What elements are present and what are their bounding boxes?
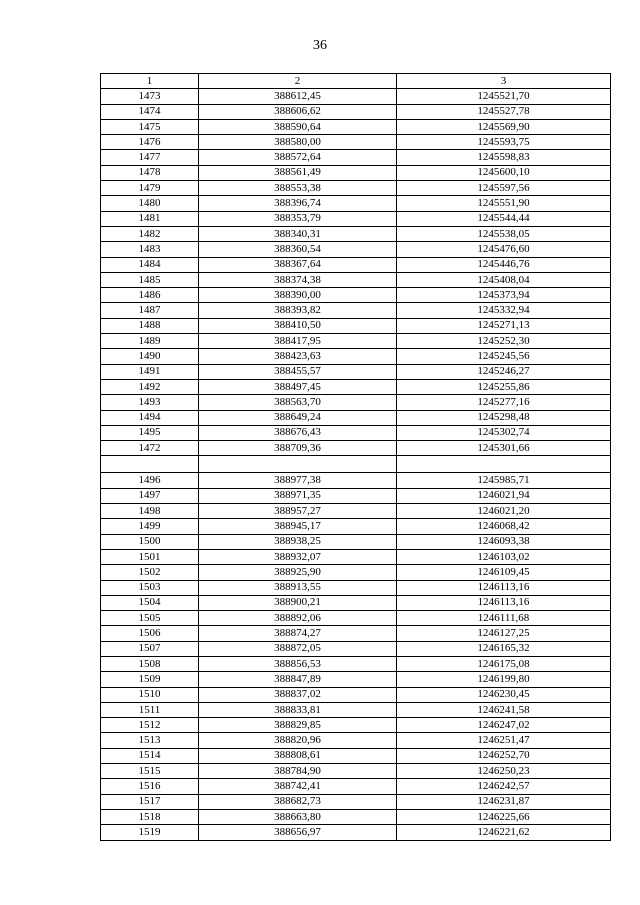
point-number-cell: 1497 [101,488,199,503]
x-coordinate-cell: 388367,64 [199,257,397,272]
table-row [101,181,611,196]
y-coordinate-cell: 1245527,78 [397,104,611,119]
y-coordinate-cell: 1246225,66 [397,809,611,824]
y-coordinate-cell: 1246093,38 [397,534,611,549]
point-number-cell: 1487 [101,303,199,318]
y-coordinate-cell: 1245593,75 [397,135,611,150]
x-coordinate-cell: 388742,41 [199,779,397,794]
point-number-cell: 1478 [101,165,199,180]
table-row [101,425,611,440]
point-number-cell: 1485 [101,272,199,287]
point-number-cell: 1496 [101,473,199,488]
header-col-1: 1 [101,74,199,89]
x-coordinate-cell: 388709,36 [199,441,397,456]
x-coordinate-cell: 388656,97 [199,825,397,840]
x-coordinate-cell: 388580,00 [199,135,397,150]
point-number-cell: 1515 [101,764,199,779]
point-number-cell: 1493 [101,395,199,410]
table-row [101,89,611,104]
x-coordinate-cell: 388353,79 [199,211,397,226]
y-coordinate-cell: 1246113,16 [397,595,611,610]
x-coordinate-cell: 388497,45 [199,379,397,394]
table-row [101,272,611,287]
y-coordinate-cell: 1246251,47 [397,733,611,748]
y-coordinate-cell: 1246247,02 [397,718,611,733]
coordinates-table [100,73,611,841]
point-number-cell: 1488 [101,318,199,333]
empty-cell [397,456,611,473]
table-row [101,580,611,595]
y-coordinate-cell: 1245298,48 [397,410,611,425]
x-coordinate-cell: 388847,89 [199,672,397,687]
table-row [101,641,611,656]
point-number-cell: 1513 [101,733,199,748]
table-row [101,165,611,180]
y-coordinate-cell: 1246175,08 [397,656,611,671]
header-row [101,74,611,89]
table-row [101,549,611,564]
y-coordinate-cell: 1246231,87 [397,794,611,809]
point-number-cell: 1495 [101,425,199,440]
point-number-cell: 1473 [101,89,199,104]
x-coordinate-cell: 388925,90 [199,565,397,580]
point-number-cell: 1476 [101,135,199,150]
point-number-cell: 1472 [101,441,199,456]
table-row [101,441,611,456]
y-coordinate-cell: 1245277,16 [397,395,611,410]
x-coordinate-cell: 388682,73 [199,794,397,809]
table-row [101,534,611,549]
y-coordinate-cell: 1245446,76 [397,257,611,272]
table-row [101,504,611,519]
y-coordinate-cell: 1245985,71 [397,473,611,488]
x-coordinate-cell: 388563,70 [199,395,397,410]
table-row [101,779,611,794]
x-coordinate-cell: 388957,27 [199,504,397,519]
y-coordinate-cell: 1246230,45 [397,687,611,702]
table-row [101,656,611,671]
table-row [101,488,611,503]
point-number-cell: 1510 [101,687,199,702]
x-coordinate-cell: 388829,85 [199,718,397,733]
x-coordinate-cell: 388833,81 [199,702,397,717]
point-number-cell: 1483 [101,242,199,257]
y-coordinate-cell: 1246241,58 [397,702,611,717]
x-coordinate-cell: 388396,74 [199,196,397,211]
y-coordinate-cell: 1245569,90 [397,119,611,134]
point-number-cell: 1498 [101,504,199,519]
point-number-cell: 1481 [101,211,199,226]
y-coordinate-cell: 1246103,02 [397,549,611,564]
page-number: 36 [313,38,327,53]
y-coordinate-cell: 1245255,86 [397,379,611,394]
table-row [101,150,611,165]
point-number-cell: 1486 [101,288,199,303]
point-number-cell: 1501 [101,549,199,564]
x-coordinate-cell: 388938,25 [199,534,397,549]
point-number-cell: 1506 [101,626,199,641]
x-coordinate-cell: 388649,24 [199,410,397,425]
x-coordinate-cell: 388913,55 [199,580,397,595]
y-coordinate-cell: 1246165,32 [397,641,611,656]
point-number-cell: 1492 [101,379,199,394]
y-coordinate-cell: 1245246,27 [397,364,611,379]
separator-row [101,456,611,473]
table-row [101,410,611,425]
y-coordinate-cell: 1245408,04 [397,272,611,287]
empty-cell [101,456,199,473]
table-row [101,104,611,119]
x-coordinate-cell: 388390,00 [199,288,397,303]
table-row [101,303,611,318]
x-coordinate-cell: 388374,38 [199,272,397,287]
table-row [101,395,611,410]
table-row [101,196,611,211]
y-coordinate-cell: 1245373,94 [397,288,611,303]
y-coordinate-cell: 1246250,23 [397,764,611,779]
point-number-cell: 1480 [101,196,199,211]
table-row [101,794,611,809]
point-number-cell: 1509 [101,672,199,687]
y-coordinate-cell: 1246113,16 [397,580,611,595]
x-coordinate-cell: 388606,62 [199,104,397,119]
y-coordinate-cell: 1245302,74 [397,425,611,440]
point-number-cell: 1518 [101,809,199,824]
x-coordinate-cell: 388561,49 [199,165,397,180]
x-coordinate-cell: 388590,64 [199,119,397,134]
y-coordinate-cell: 1246221,62 [397,825,611,840]
x-coordinate-cell: 388612,45 [199,89,397,104]
table-row [101,119,611,134]
table-row [101,519,611,534]
table-row [101,611,611,626]
table-row [101,764,611,779]
table-row [101,364,611,379]
point-number-cell: 1514 [101,748,199,763]
table-row [101,809,611,824]
table-row [101,318,611,333]
table-row [101,211,611,226]
point-number-cell: 1490 [101,349,199,364]
x-coordinate-cell: 388340,31 [199,226,397,241]
y-coordinate-cell: 1246021,94 [397,488,611,503]
y-coordinate-cell: 1246021,20 [397,504,611,519]
table-row [101,565,611,580]
table-row [101,825,611,840]
x-coordinate-cell: 388837,02 [199,687,397,702]
point-number-cell: 1477 [101,150,199,165]
table-row [101,748,611,763]
table-row [101,257,611,272]
point-number-cell: 1516 [101,779,199,794]
table-row [101,379,611,394]
empty-cell [199,456,397,473]
point-number-cell: 1491 [101,364,199,379]
table-row [101,733,611,748]
y-coordinate-cell: 1245538,05 [397,226,611,241]
point-number-cell: 1500 [101,534,199,549]
point-number-cell: 1503 [101,580,199,595]
table-row [101,242,611,257]
y-coordinate-cell: 1245245,56 [397,349,611,364]
point-number-cell: 1474 [101,104,199,119]
x-coordinate-cell: 388393,82 [199,303,397,318]
x-coordinate-cell: 388892,06 [199,611,397,626]
point-number-cell: 1475 [101,119,199,134]
x-coordinate-cell: 388872,05 [199,641,397,656]
point-number-cell: 1519 [101,825,199,840]
table-row [101,626,611,641]
point-number-cell: 1479 [101,181,199,196]
x-coordinate-cell: 388900,21 [199,595,397,610]
table-row [101,672,611,687]
table-row [101,135,611,150]
y-coordinate-cell: 1245597,56 [397,181,611,196]
x-coordinate-cell: 388676,43 [199,425,397,440]
x-coordinate-cell: 388945,17 [199,519,397,534]
y-coordinate-cell: 1245332,94 [397,303,611,318]
x-coordinate-cell: 388977,38 [199,473,397,488]
point-number-cell: 1505 [101,611,199,626]
point-number-cell: 1484 [101,257,199,272]
y-coordinate-cell: 1245252,30 [397,334,611,349]
table-body [101,89,611,840]
point-number-cell: 1508 [101,656,199,671]
y-coordinate-cell: 1246127,25 [397,626,611,641]
y-coordinate-cell: 1246068,42 [397,519,611,534]
x-coordinate-cell: 388874,27 [199,626,397,641]
y-coordinate-cell: 1245598,83 [397,150,611,165]
x-coordinate-cell: 388455,57 [199,364,397,379]
table-row [101,226,611,241]
table-row [101,718,611,733]
point-number-cell: 1494 [101,410,199,425]
x-coordinate-cell: 388820,96 [199,733,397,748]
table-row [101,595,611,610]
x-coordinate-cell: 388553,38 [199,181,397,196]
y-coordinate-cell: 1245600,10 [397,165,611,180]
y-coordinate-cell: 1246111,68 [397,611,611,626]
table-header [101,74,611,89]
x-coordinate-cell: 388360,54 [199,242,397,257]
point-number-cell: 1489 [101,334,199,349]
point-number-cell: 1511 [101,702,199,717]
x-coordinate-cell: 388423,63 [199,349,397,364]
table-row [101,349,611,364]
y-coordinate-cell: 1246242,57 [397,779,611,794]
header-col-2: 2 [199,74,397,89]
table-row [101,702,611,717]
x-coordinate-cell: 388808,61 [199,748,397,763]
table-row [101,687,611,702]
point-number-cell: 1499 [101,519,199,534]
point-number-cell: 1507 [101,641,199,656]
point-number-cell: 1502 [101,565,199,580]
point-number-cell: 1504 [101,595,199,610]
x-coordinate-cell: 388410,50 [199,318,397,333]
table-row [101,288,611,303]
y-coordinate-cell: 1245551,90 [397,196,611,211]
x-coordinate-cell: 388856,53 [199,656,397,671]
point-number-cell: 1482 [101,226,199,241]
y-coordinate-cell: 1245476,60 [397,242,611,257]
point-number-cell: 1512 [101,718,199,733]
x-coordinate-cell: 388663,80 [199,809,397,824]
y-coordinate-cell: 1246252,70 [397,748,611,763]
point-number-cell: 1517 [101,794,199,809]
table-row [101,334,611,349]
x-coordinate-cell: 388971,35 [199,488,397,503]
x-coordinate-cell: 388784,90 [199,764,397,779]
y-coordinate-cell: 1245521,70 [397,89,611,104]
table-row [101,473,611,488]
y-coordinate-cell: 1245544,44 [397,211,611,226]
y-coordinate-cell: 1245271,13 [397,318,611,333]
y-coordinate-cell: 1246109,45 [397,565,611,580]
header-col-3: 3 [397,74,611,89]
x-coordinate-cell: 388932,07 [199,549,397,564]
x-coordinate-cell: 388572,64 [199,150,397,165]
x-coordinate-cell: 388417,95 [199,334,397,349]
y-coordinate-cell: 1246199,80 [397,672,611,687]
y-coordinate-cell: 1245301,66 [397,441,611,456]
